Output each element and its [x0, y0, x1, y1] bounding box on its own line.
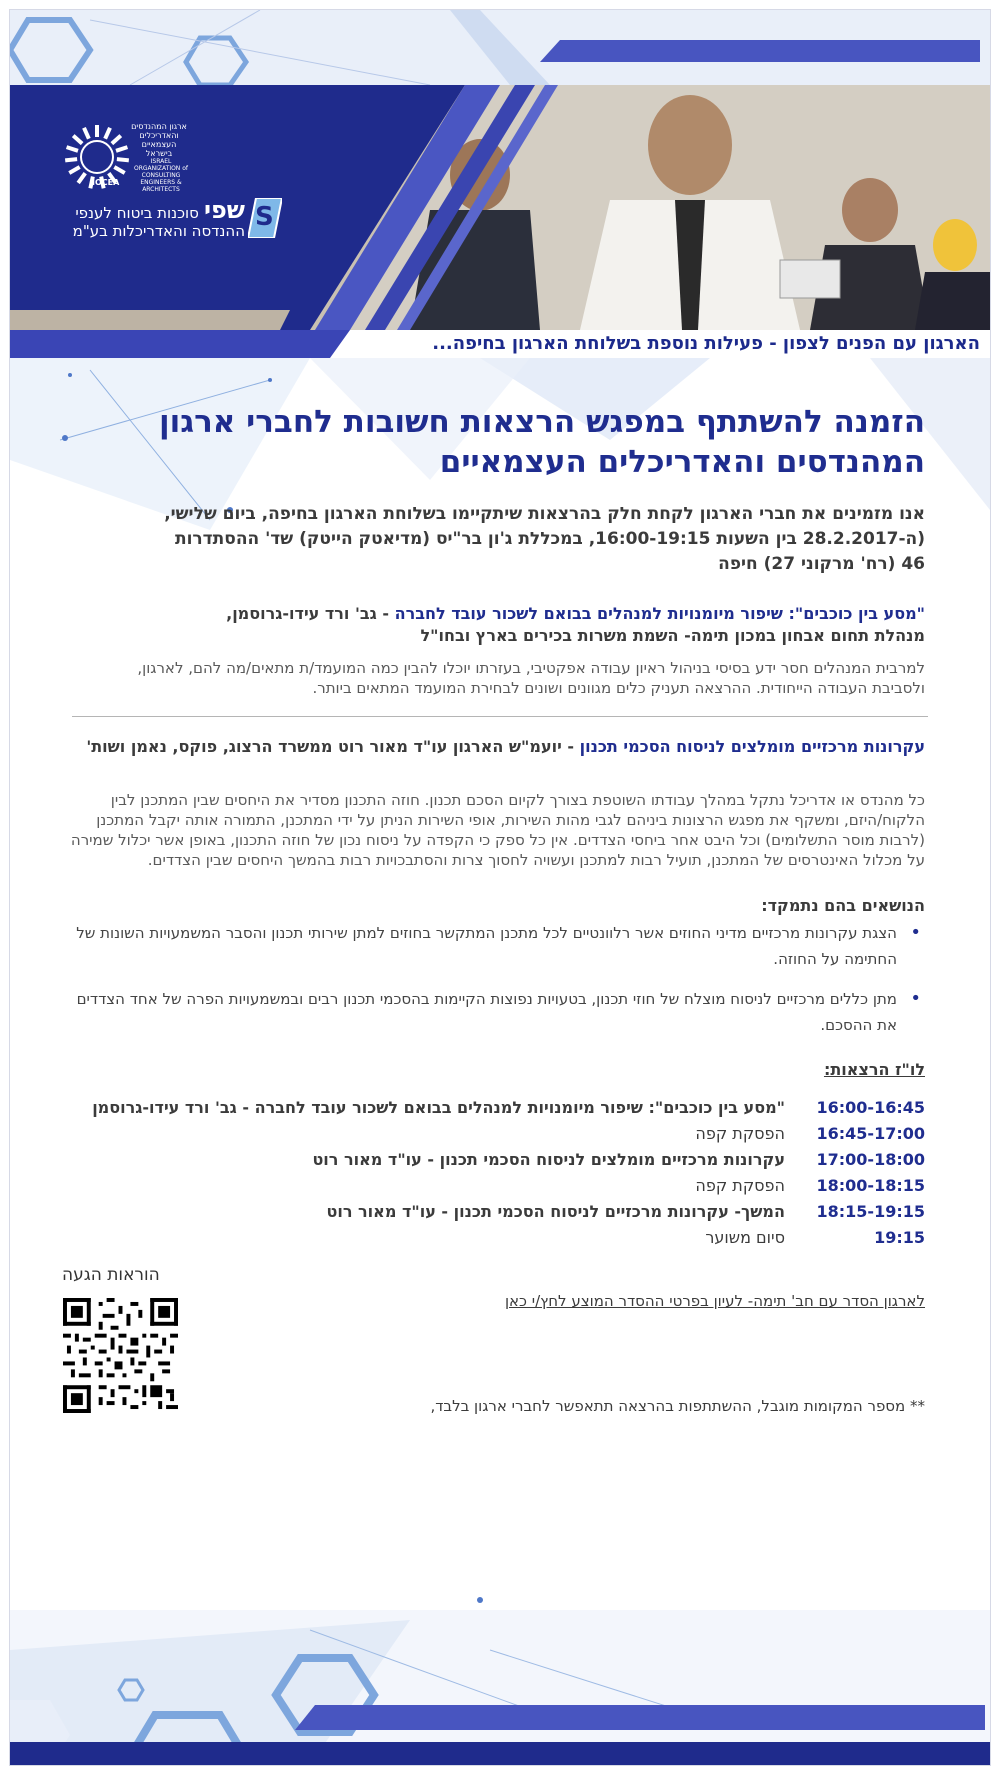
schedule-time: 17:00-18:00 — [816, 1150, 925, 1169]
agency-line1: סוכנות ביטוח לענפי — [75, 204, 199, 222]
schedule-row — [60, 1148, 925, 1172]
schedule-time: 16:00-16:45 — [816, 1098, 925, 1117]
schedule-time: 18:00-18:15 — [816, 1176, 925, 1195]
talk2-speaker: - יועמ"ש הארגון עו"ד מאור רוט ממשרד הרצוג, פוקס, נאמן ושות' — [86, 737, 580, 756]
schedule-desc: הפסקת קפה — [695, 1124, 785, 1143]
topics-title: הנושאים בהם נתמקד: — [761, 896, 925, 915]
registration-link[interactable]: לארגון הסדר עם חב' תימה- לעיון בפרטי ההסדר המוצע לחץ/י כאן — [504, 1292, 925, 1310]
topic-item: • מתן כללים מרכזיים לניסוח מוצלח של חוזי תכנון, בטעויות נפוצות הקיימות בהסכמי תכנון רבים ובמשמעויות הפרה של אחד הצדדים את ההסכם. — [76, 988, 921, 1034]
org-name-english: ISRAEL ORGANIZATION of CONSULTING ENGINEERS & ARCHITECTS — [134, 158, 188, 193]
schedule-desc: עקרונות מרכזיים מומלצים לניסוח הסכמי תכנון - עו"ד מאור רוט — [312, 1150, 785, 1169]
talk1-role: מנהלת תחום אבחון במכון תימה- השמת משרות בכירים בארץ ובחו"ל — [420, 626, 925, 645]
divider — [72, 716, 928, 717]
agency-name: שפי — [203, 196, 245, 224]
arrival-title: הוראות הגעה — [62, 1265, 160, 1285]
talk1-speaker: - גב' ורד עידו-גרוסמן, — [226, 604, 395, 623]
schedule-row — [60, 1096, 925, 1120]
talk1-heading — [60, 603, 925, 647]
schedule-row — [60, 1122, 925, 1146]
org-name-hebrew: ארגון המהנדסים והאדריכלים העצמאיים בישראל — [131, 122, 187, 158]
shafi-logo-icon: S — [248, 198, 282, 238]
background-graphics — [10, 10, 990, 1765]
page-title: הזמנה להשתתף במפגש הרצאות חשובות לחברי ארגון המהנדסים והאדריכלים העצמאיים — [158, 404, 925, 480]
schedule-desc: הפסקת קפה — [695, 1176, 785, 1195]
talk1-body: למרבית המנהלים חסר ידע בסיסי בניהול ראיון עבודה אפקטיבי, בעזרתו יוכלו להבין כמה המועמד/ת מתאים/מה להם, לארגון, ולסביבת העבודה הייחודית. ההרצאה תעניק כלים מגוונים ושונים לבחירת המועמד המתאים ביותר. — [137, 659, 925, 697]
talk2-heading — [65, 736, 925, 758]
topic-item: • הצגת עקרונות מרכזיים מדיני החוזים אשר רלוונטיים לכל מתכנן המתקשר בחוזים למתן שירותי תכנון והסבר המשמעויות השונות של החתימה על החוזה. — [76, 922, 921, 968]
talk2-body: כל מהנדס או אדריכל נתקל במהלך עבודתו השוטפת בצורך לקיום הסכם תכנון. חוזה התכנון מסדיר את היחסים שבין המתכנן לבין הלקוח/היזם, ומשקף את מפגש הרצונות ביניהם לגבי מהות השירות, אופי השירות הניתן על ידי המתכנן, התמורה אותה יקבל המתכנן (לרבות מוסר התשלומים) וכל היבט אחר ביחסי הצדדים. אין כל ספק כי הקפדה על ניסוח נכון של חוזה התכנון, באופן אשר יכלול שמירה על מכלול האינטרסים של המתכנן, תועיל רבות למתכנן ועשויה לחסוך צרות והסתבכויות רבות בהמשך היחסים שבין הצדדים. — [70, 791, 925, 869]
newsletter-frame — [10, 10, 990, 1765]
tagline: הארגון עם הפנים לצפון - פעילות נוספת בשלוחת הארגון בחיפה... — [432, 333, 980, 354]
schedule-time: 18:15-19:15 — [816, 1202, 925, 1221]
talk1-title: "מסע בין כוכבים": שיפור מיומנויות למנהלים בבואם לשכור עובד לחברה — [394, 604, 925, 623]
schedule-row — [60, 1226, 925, 1250]
talk2-title: עקרונות מרכזיים מומלצים לניסוח הסכמי תכנון — [579, 737, 925, 756]
schedule-desc: "מסע בין כוכבים": שיפור מיומנויות למנהלים בבואם לשכור עובד לחברה - גב' ורד עידו-גרוסמן — [92, 1098, 785, 1117]
schedule-desc: המשך- עקרונות מרכזיים לניסוח הסכמי תכנון - עו"ד מאור רוט — [326, 1202, 785, 1221]
schedule-row — [60, 1174, 925, 1198]
footnote: ** מספר המקומות מוגבל, ההשתתפות בהרצאה תתאפשר לחברי ארגון בלבד, — [430, 1397, 925, 1415]
schedule-time: 16:45-17:00 — [816, 1124, 925, 1143]
schedule-title: לו"ז הרצאות: — [823, 1060, 925, 1079]
agency-line2: ההנדסה והאדריכלות בע"מ — [72, 222, 245, 240]
schedule-time: 19:15 — [874, 1228, 925, 1247]
org-abbrev: IOCEA — [92, 178, 120, 187]
qr-code-icon[interactable] — [63, 1298, 178, 1413]
agency-brand — [40, 196, 245, 240]
topics-list — [65, 920, 925, 1038]
schedule-desc: סיום משוער — [705, 1228, 785, 1247]
schedule-table — [60, 1096, 925, 1252]
schedule-row — [60, 1200, 925, 1224]
intro-paragraph: אנו מזמינים את חברי הארגון לקחת חלק בהרצאות שיתקיימו בשלוחת הארגון בחיפה, ביום שלישי, (ה-28.2.2017 בין השעות 16:00-19:15, במכללת ג'ון בר"יס (מדיאטק הייטק) שד' ההסתדרות 46 (רח' מרקוני 27) חיפה — [164, 504, 925, 574]
